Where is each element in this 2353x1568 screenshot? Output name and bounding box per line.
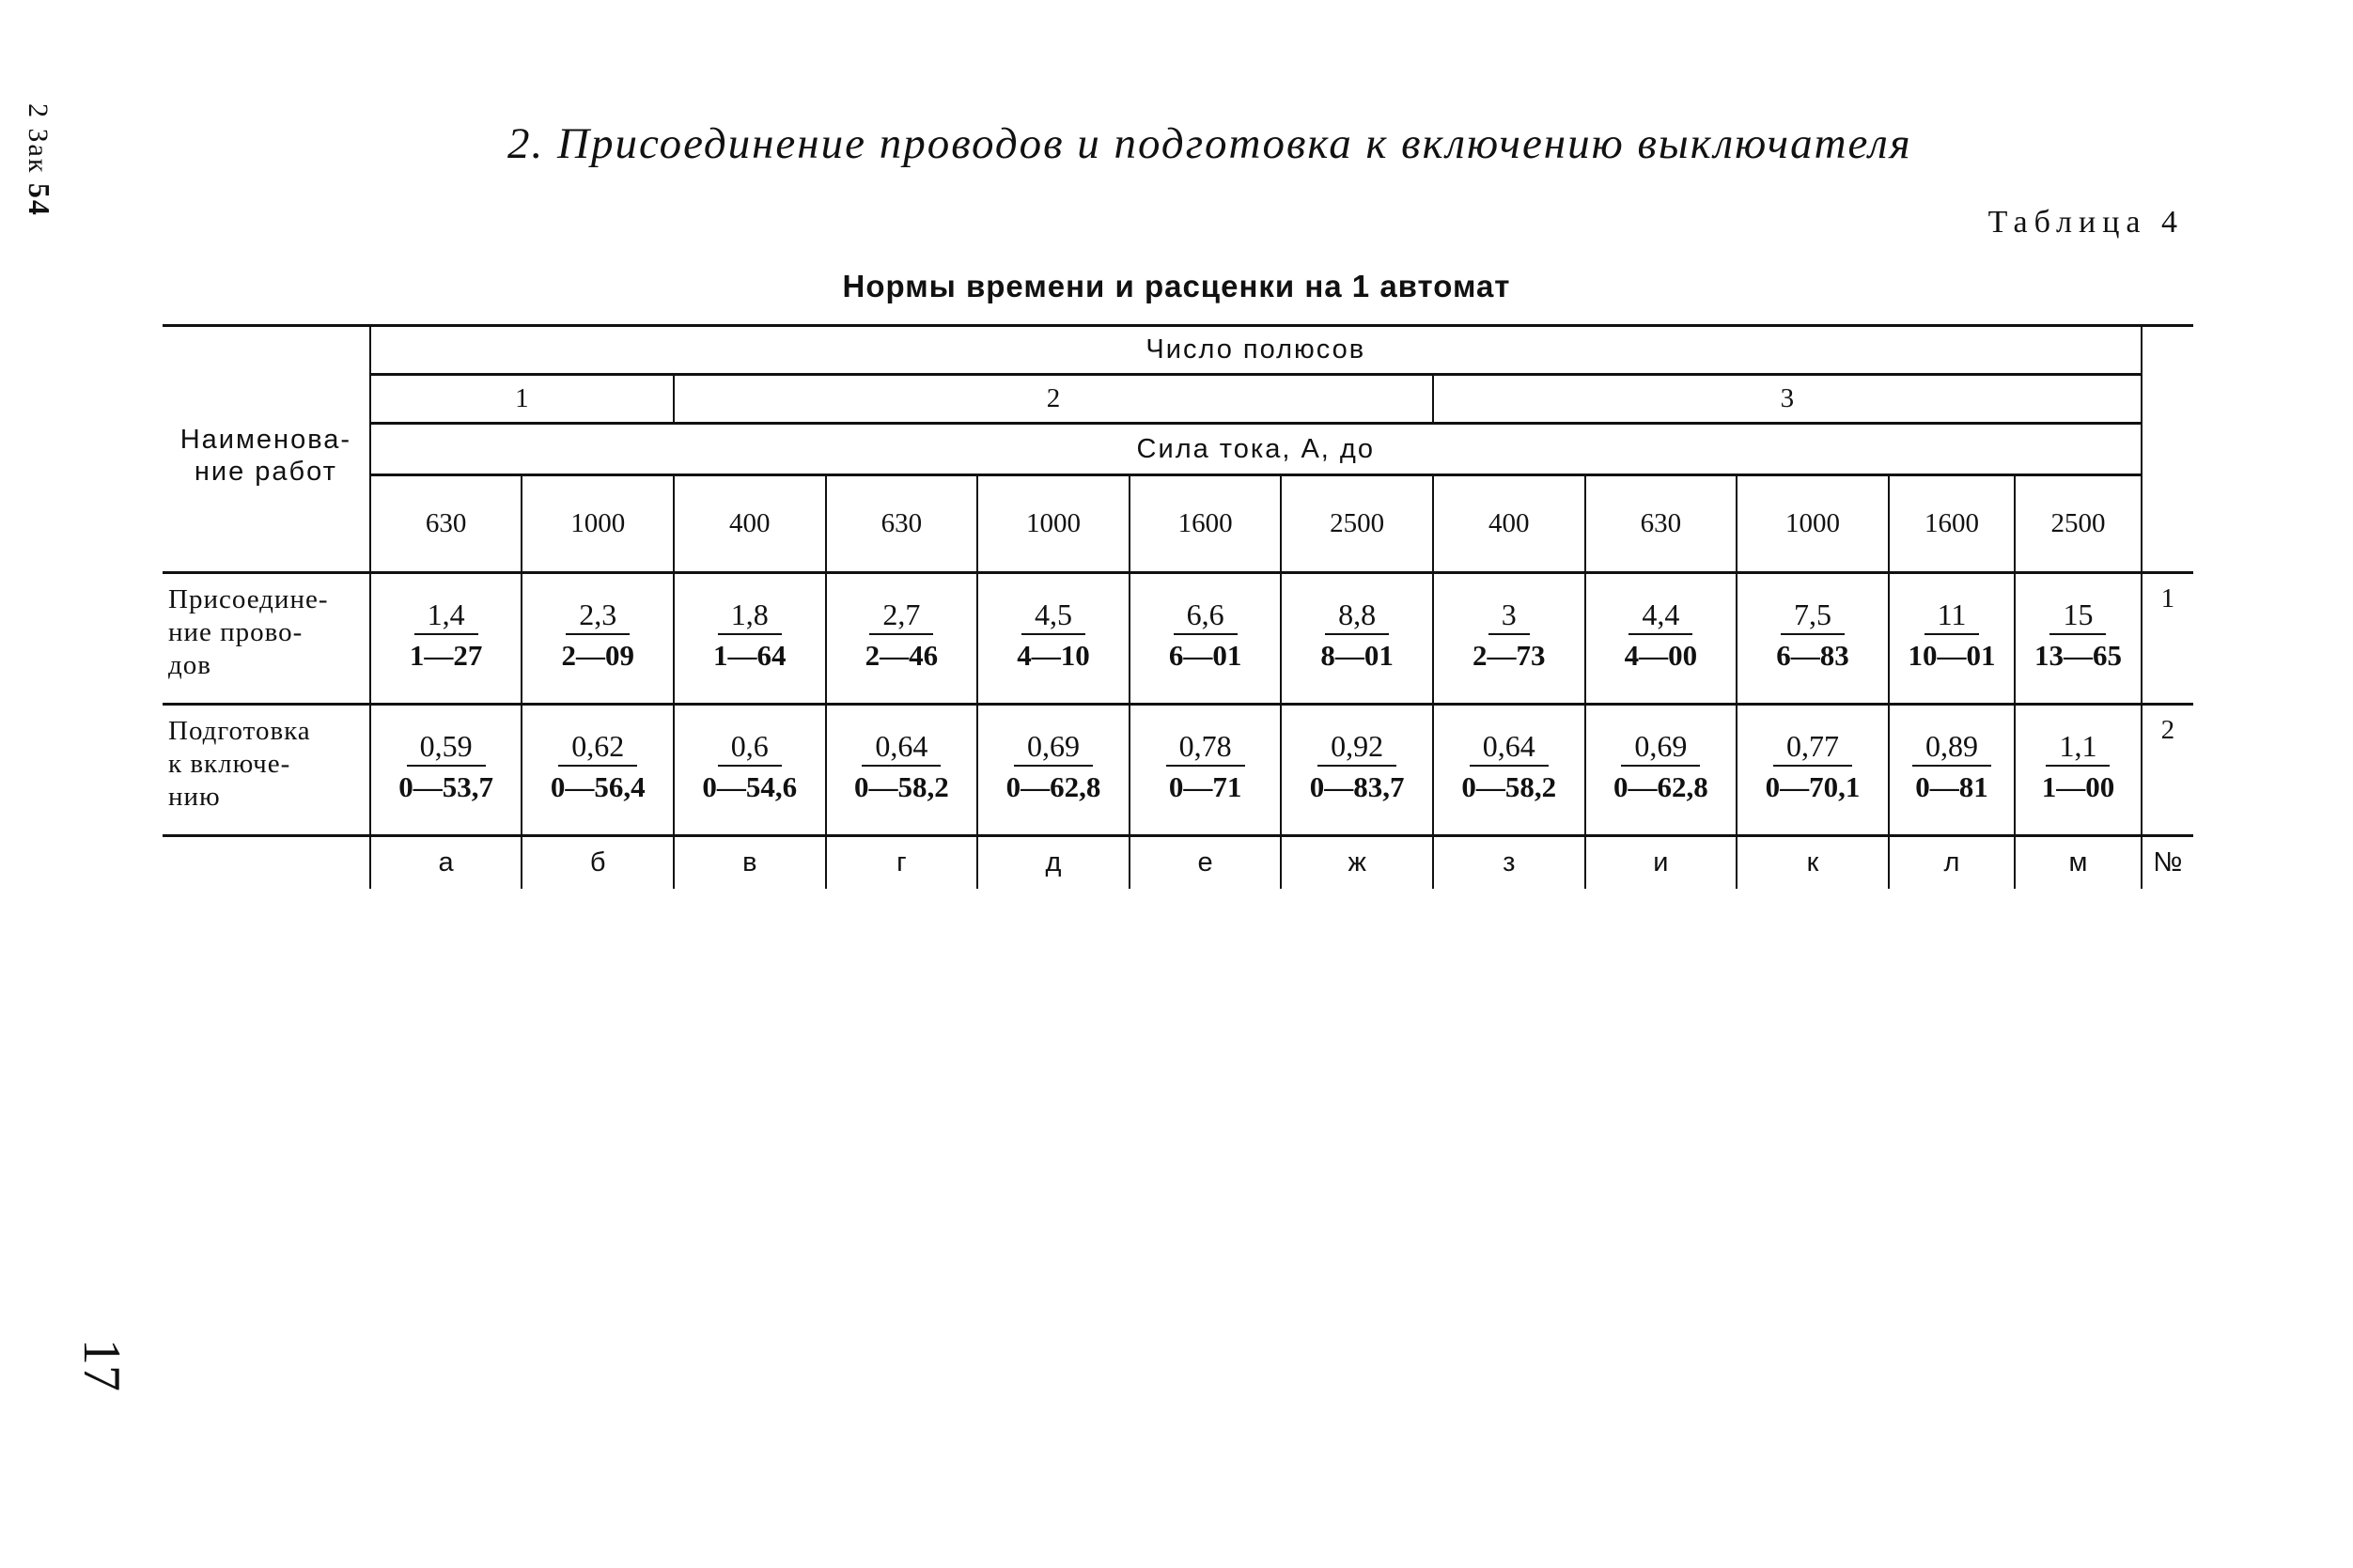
value-cell <box>674 573 826 705</box>
value-cell <box>2015 573 2141 705</box>
pole-group: 3 <box>1433 375 2142 424</box>
column-letter: д <box>977 836 1130 889</box>
side-margin-mark <box>22 103 56 217</box>
time-norm: 0,59 <box>407 728 486 767</box>
table-row <box>163 573 2193 705</box>
value-cell <box>1281 573 1433 705</box>
column-letter: м <box>2015 836 2141 889</box>
current-value: 1600 <box>1889 475 2015 573</box>
column-letter: а <box>370 836 522 889</box>
value-cell <box>1889 573 2015 705</box>
value-cell <box>1585 573 1737 705</box>
value-cell <box>977 705 1130 836</box>
price: 6—83 <box>1776 639 1849 672</box>
time-norm: 11 <box>1924 597 1980 635</box>
time-norm: 0,62 <box>558 728 637 767</box>
price: 0—56,4 <box>550 770 646 803</box>
time-norm: 0,64 <box>862 728 941 767</box>
column-letter: б <box>522 836 674 889</box>
time-norm: 6,6 <box>1174 597 1238 635</box>
current-header: Сила тока, А, до <box>370 424 2142 475</box>
value-cell <box>1737 573 1889 705</box>
value-cell <box>1889 705 2015 836</box>
section-title: 2. Присоединение проводов и подготовка к включению выключателя <box>507 119 1912 168</box>
price: 0—81 <box>1915 770 1988 803</box>
column-letter: и <box>1585 836 1737 889</box>
current-value: 1000 <box>522 475 674 573</box>
price: 1—27 <box>409 639 483 672</box>
price: 1—64 <box>713 639 787 672</box>
row-number: 1 <box>2142 573 2193 705</box>
time-norm: 2,3 <box>566 597 630 635</box>
value-cell <box>522 573 674 705</box>
price: 0—53,7 <box>398 770 493 803</box>
value-cell <box>1585 705 1737 836</box>
price: 0—54,6 <box>702 770 798 803</box>
price: 1—00 <box>2041 770 2115 803</box>
price: 0—58,2 <box>1461 770 1557 803</box>
time-norm: 8,8 <box>1325 597 1389 635</box>
price: 0—58,2 <box>854 770 949 803</box>
time-norm: 4,4 <box>1628 597 1692 635</box>
value-cell <box>1737 705 1889 836</box>
column-letter: е <box>1130 836 1282 889</box>
price: 13—65 <box>2034 639 2122 672</box>
row-number: 2 <box>2142 705 2193 836</box>
work-name-cell <box>163 573 370 705</box>
column-letter: г <box>826 836 978 889</box>
price: 8—01 <box>1320 639 1394 672</box>
current-value: 630 <box>826 475 978 573</box>
time-norm: 1,4 <box>414 597 478 635</box>
price: 0—62,8 <box>1613 770 1708 803</box>
price: 10—01 <box>1908 639 1996 672</box>
time-norm: 0,89 <box>1912 728 1991 767</box>
value-cell <box>826 705 978 836</box>
price: 0—62,8 <box>1005 770 1101 803</box>
value-cell <box>977 573 1130 705</box>
time-norm: 0,69 <box>1014 728 1093 767</box>
work-name: Подготовка к включе- нию <box>168 716 311 812</box>
value-cell <box>370 705 522 836</box>
letters-row-blank <box>163 836 370 889</box>
number-symbol: № <box>2142 836 2193 889</box>
current-value: 1000 <box>977 475 1130 573</box>
poles-header: Число полюсов <box>370 326 2142 375</box>
time-norm: 0,92 <box>1317 728 1396 767</box>
price: 2—46 <box>865 639 939 672</box>
time-norm: 3 <box>1488 597 1530 635</box>
time-norm: 1,1 <box>2046 728 2110 767</box>
letters-row <box>163 836 2193 889</box>
time-norm: 0,77 <box>1773 728 1852 767</box>
value-cell <box>1433 573 1585 705</box>
current-value: 2500 <box>2015 475 2141 573</box>
time-norm: 2,7 <box>869 597 933 635</box>
value-cell <box>522 705 674 836</box>
value-cell <box>1433 705 1585 836</box>
current-value: 400 <box>674 475 826 573</box>
price: 0—70,1 <box>1765 770 1861 803</box>
current-value: 1000 <box>1737 475 1889 573</box>
value-cell <box>674 705 826 836</box>
price: 0—83,7 <box>1309 770 1405 803</box>
time-norm: 0,69 <box>1621 728 1700 767</box>
pole-group: 2 <box>674 375 1433 424</box>
norms-table <box>163 324 2193 889</box>
side-mark-number: 54 <box>23 182 56 217</box>
current-value: 2500 <box>1281 475 1433 573</box>
price: 2—73 <box>1473 639 1546 672</box>
side-mark-prefix: 2 Зак <box>23 103 54 175</box>
pole-group: 1 <box>370 375 674 424</box>
price: 6—01 <box>1168 639 1242 672</box>
time-norm: 15 <box>2049 597 2106 635</box>
page-number: 17 <box>72 1339 131 1391</box>
work-name-cell <box>163 705 370 836</box>
column-letter: л <box>1889 836 2015 889</box>
time-norm: 0,64 <box>1470 728 1549 767</box>
column-letter: з <box>1433 836 1585 889</box>
table-caption: Нормы времени и расценки на 1 автомат <box>842 269 1511 303</box>
price: 4—00 <box>1624 639 1698 672</box>
price: 2—09 <box>561 639 634 672</box>
name-header: Наименова- ние работ <box>179 425 352 487</box>
time-norm: 1,8 <box>718 597 782 635</box>
time-norm: 0,78 <box>1166 728 1245 767</box>
table-label: Таблица 4 <box>1987 205 2184 240</box>
value-cell <box>1281 705 1433 836</box>
column-letter: к <box>1737 836 1889 889</box>
column-letter: ж <box>1281 836 1433 889</box>
value-cell <box>2015 705 2141 836</box>
current-value: 630 <box>1585 475 1737 573</box>
current-value: 1600 <box>1130 475 1282 573</box>
number-column-header <box>2142 326 2193 573</box>
table-row <box>163 705 2193 836</box>
price: 0—71 <box>1168 770 1242 803</box>
column-letter: в <box>674 836 826 889</box>
value-cell <box>370 573 522 705</box>
time-norm: 7,5 <box>1781 597 1845 635</box>
value-cell <box>1130 573 1282 705</box>
work-name: Присоедине- ние прово- дов <box>168 584 329 680</box>
price: 4—10 <box>1017 639 1090 672</box>
value-cell <box>1130 705 1282 836</box>
value-cell <box>826 573 978 705</box>
current-value: 630 <box>370 475 522 573</box>
time-norm: 4,5 <box>1021 597 1085 635</box>
time-norm: 0,6 <box>718 728 782 767</box>
current-value: 400 <box>1433 475 1585 573</box>
name-header-cell <box>163 326 370 573</box>
